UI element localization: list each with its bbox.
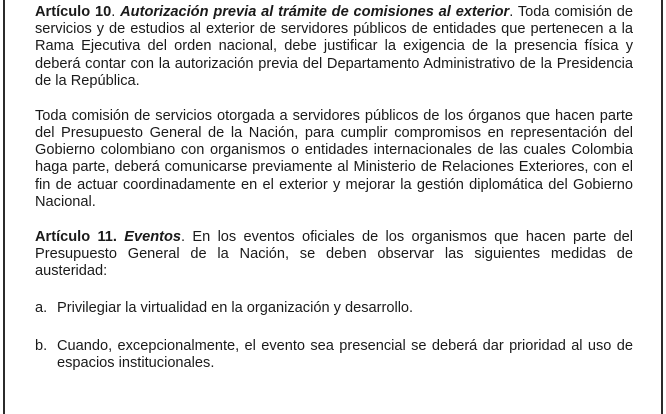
list-item-text: Cuando, excepcionalmente, el evento sea presencial se deberá dar prioridad al uso de espacios institucionales. — [57, 337, 633, 371]
page-border-left — [3, 0, 5, 414]
list-item-marker: a. — [35, 300, 48, 317]
list-item — [35, 300, 633, 317]
page-border-right — [661, 0, 663, 414]
article-10-title: Autorización previa al trámite de comisiones al exterior — [120, 4, 510, 20]
article-11-paragraph — [35, 229, 633, 281]
article-11-heading: Artículo 11. — [35, 228, 117, 245]
article-10-heading: Artículo 10 — [35, 4, 112, 20]
list-item-marker: b. — [35, 337, 48, 354]
article-10-body: Toda comisión de servicios y de estudios al exterior de servidores públicos de entidades que pertenecen a la Rama Ejecutiva del orden nacional, debe justificar la exigencia de la presencia física y deberá contar con la autorización previa del Departamento Administrativo de la Presidencia de la República. — [35, 4, 634, 89]
article-10-paragraph-2: Toda comisión de servicios otorgada a servidores públicos de los órganos que hacen parte del Presupuesto General de la Nación, para cumplir compromisos en representación del Gobierno colombiano con organismos o entidades internacionales de las cuales Colombia haga parte, deberá comunicarse previamente al Ministerio de Relaciones Exteriores, con el fin de actuar coordinadamente en el exterior y mejorar la gestión diplomática del Gobierno Nacional. — [35, 107, 633, 210]
article-10-paragraph — [35, 4, 633, 90]
article-11-title: Eventos — [124, 228, 182, 245]
austerity-measures-list — [35, 300, 633, 372]
article-10-title-separator: . — [509, 4, 518, 20]
list-item-text: Privilegiar la virtualidad en la organización y desarrollo. — [57, 300, 414, 317]
article-11-title-separator: . — [181, 228, 193, 245]
list-item — [35, 338, 633, 372]
article-11-body: En los eventos oficiales de los organismos que hacen parte del Presupuesto General de la Nación, se deben observar las siguientes medidas de austeridad: — [35, 228, 634, 280]
document-content — [35, 4, 633, 372]
article-10-heading-separator: . — [111, 4, 121, 20]
